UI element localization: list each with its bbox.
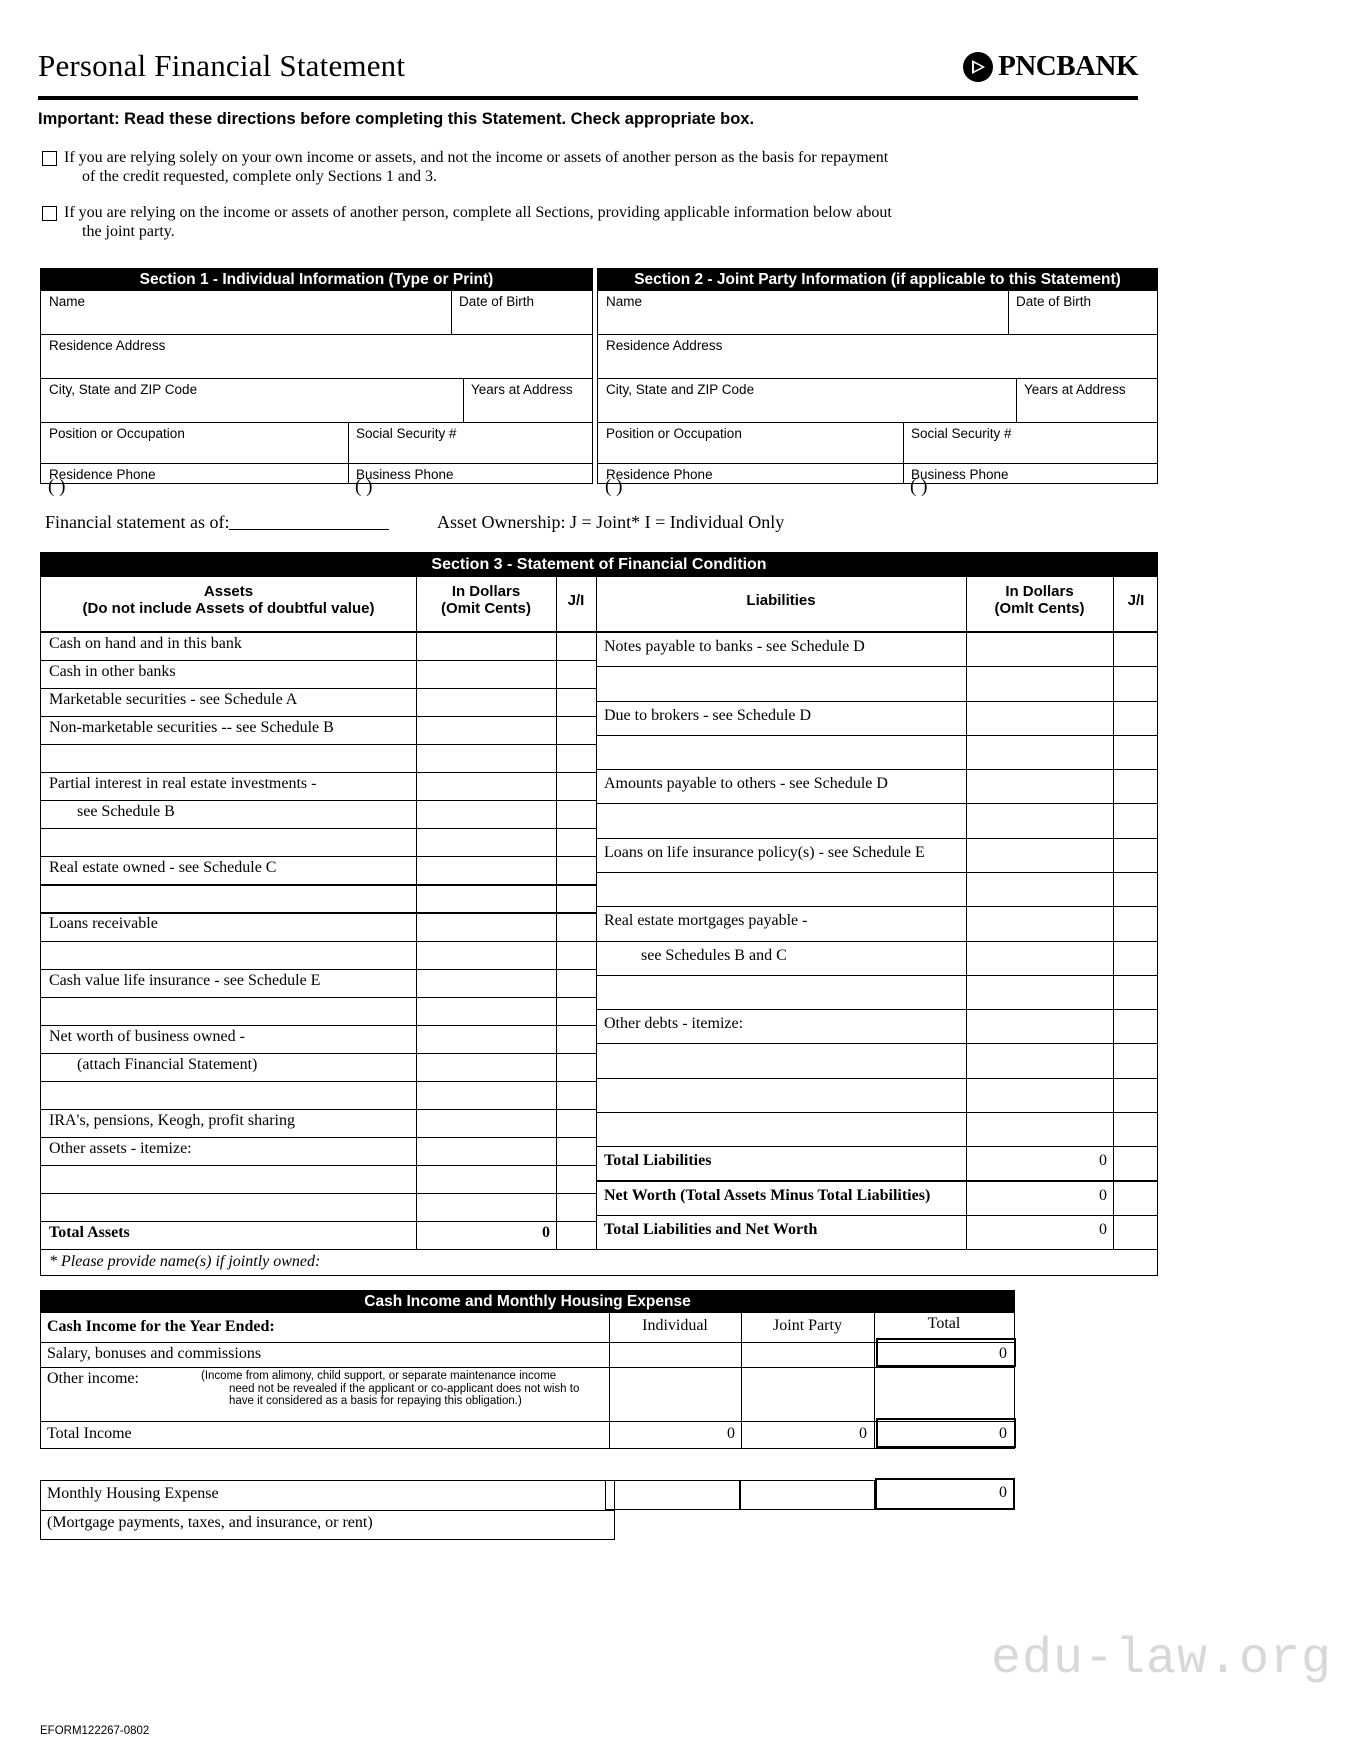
asset-row-label: Marketable securities - see Schedule A bbox=[49, 691, 298, 709]
s2-position-label: Position or Occupation bbox=[606, 426, 742, 441]
asset-row-divider bbox=[41, 1081, 596, 1082]
pnc-triangle-logo-icon bbox=[963, 52, 993, 82]
liability-row-label: Net Worth (Total Assets Minus Total Liabilities) bbox=[604, 1186, 931, 1204]
s1-years-at-address-label: Years at Address bbox=[471, 382, 573, 397]
housing-individual-cell[interactable] bbox=[605, 1480, 740, 1510]
as-of-input[interactable] bbox=[229, 512, 389, 530]
header-rule bbox=[38, 96, 1138, 100]
assets-dollars-column-header: In Dollars (Omit Cents) bbox=[441, 583, 531, 617]
assets-column-header: Assets (Do not include Assets of doubtful value) bbox=[82, 583, 375, 617]
pnc-bank-logo bbox=[963, 50, 1138, 83]
liability-row-divider bbox=[596, 735, 1157, 736]
monthly-housing-sublabel: (Mortgage payments, taxes, and insurance, or rent) bbox=[47, 1514, 373, 1531]
asset-row-divider bbox=[41, 1165, 596, 1166]
asset-row-divider bbox=[41, 1221, 596, 1222]
s1-ssn-label: Social Security # bbox=[356, 426, 457, 441]
option-2-line2: the joint party. bbox=[82, 223, 175, 240]
liability-row-divider bbox=[596, 941, 1157, 942]
liability-row-label: Total Liabilities bbox=[604, 1152, 712, 1170]
housing-joint-cell[interactable] bbox=[740, 1480, 875, 1510]
liability-row-divider bbox=[596, 838, 1157, 839]
liability-row-divider bbox=[596, 906, 1157, 907]
asset-row-divider bbox=[41, 688, 596, 689]
asset-row-label: Cash in other banks bbox=[49, 663, 176, 681]
asset-row-label: Partial interest in real estate investments - bbox=[49, 775, 317, 793]
housing-total-cell[interactable] bbox=[875, 1478, 1015, 1510]
option-2-row[interactable] bbox=[42, 203, 1132, 241]
row-salary-total[interactable]: 0 bbox=[999, 1345, 1007, 1362]
option-1-line1: If you are relying solely on your own income or assets, and not the income or assets of another person as the basis for repayment bbox=[64, 149, 889, 166]
monthly-housing-label: Monthly Housing Expense bbox=[47, 1485, 219, 1502]
liabilities-ji-column-header: J/I bbox=[1127, 592, 1145, 609]
section-2-heading: Section 2 - Joint Party Information (if applicable to this Statement) bbox=[598, 269, 1157, 291]
liability-row-label: see Schedules B and C bbox=[641, 946, 787, 964]
s2-dob-label: Date of Birth bbox=[1016, 294, 1092, 309]
liability-row-label: Total Liabilities and Net Worth bbox=[604, 1220, 818, 1238]
asset-row-divider bbox=[41, 828, 596, 829]
liabilities-dollars-column-header: In Dollars (Omlt Cents) bbox=[994, 583, 1085, 617]
s1-position-label: Position or Occupation bbox=[49, 426, 185, 441]
liability-row-amount[interactable]: 0 bbox=[1099, 1152, 1107, 1170]
s1-residence-phone-input[interactable]: ( ) bbox=[48, 476, 66, 497]
asset-row-label: Real estate owned - see Schedule C bbox=[49, 859, 277, 877]
asset-row-divider bbox=[41, 969, 596, 970]
liability-row-divider bbox=[596, 1112, 1157, 1113]
asset-row-divider bbox=[41, 856, 596, 857]
liability-row-divider bbox=[596, 769, 1157, 770]
s2-city-state-zip-label: City, State and ZIP Code bbox=[606, 382, 755, 397]
asset-row-divider bbox=[41, 1193, 596, 1194]
asset-ownership-legend: Asset Ownership: J = Joint* I = Individual Only bbox=[437, 512, 785, 532]
s2-name-label: Name bbox=[606, 294, 643, 309]
liability-row-divider bbox=[596, 1009, 1157, 1010]
asset-row-label: Total Assets bbox=[49, 1223, 130, 1241]
row-total-income-label: Total Income bbox=[47, 1425, 132, 1442]
s2-business-phone-input[interactable]: ( ) bbox=[910, 476, 928, 497]
asset-row-divider bbox=[41, 716, 596, 717]
assets-ji-column-header: J/I bbox=[567, 592, 585, 609]
total-income-joint[interactable]: 0 bbox=[859, 1425, 867, 1442]
liability-row-label: Real estate mortgages payable - bbox=[604, 912, 808, 930]
page-title: Personal Financial Statement bbox=[38, 48, 406, 83]
s2-residence-address-label: Residence Address bbox=[606, 338, 723, 353]
option-1-line2: of the credit requested, complete only Sections 1 and 3. bbox=[82, 168, 438, 185]
liability-row-divider bbox=[596, 1215, 1157, 1216]
section-3-table bbox=[40, 552, 1158, 1276]
cash-income-year-ended-label: Cash Income for the Year Ended: bbox=[47, 1318, 275, 1335]
s1-residence-address-label: Residence Address bbox=[49, 338, 166, 353]
total-income-total[interactable]: 0 bbox=[999, 1425, 1007, 1442]
eform-id: EFORM122267-0802 bbox=[40, 1725, 150, 1737]
liability-row-label: Notes payable to banks - see Schedule D bbox=[604, 638, 865, 656]
as-of-label: Financial statement as of: bbox=[45, 512, 230, 532]
liability-row-label: Due to brokers - see Schedule D bbox=[604, 706, 812, 724]
total-income-individual[interactable]: 0 bbox=[727, 1425, 735, 1442]
liability-row-divider bbox=[596, 1078, 1157, 1079]
column-total: Total bbox=[927, 1315, 961, 1332]
asset-row-label: Cash value life insurance - see Schedule E bbox=[49, 971, 321, 989]
option-1-row[interactable] bbox=[42, 148, 1132, 186]
total-income-total-box[interactable] bbox=[876, 1418, 1016, 1448]
option-1-checkbox[interactable] bbox=[42, 151, 57, 166]
asset-row-divider bbox=[41, 997, 596, 998]
liability-row-divider bbox=[596, 872, 1157, 873]
salary-total-box[interactable] bbox=[876, 1338, 1016, 1367]
liability-row-divider bbox=[596, 701, 1157, 702]
other-income-detail: (Income from alimony, child support, or separate maintenance income need not be revealed if the applicant or co-applicant does not wish to have it considered as a basis for repaying this obligation.) bbox=[201, 1370, 580, 1407]
liability-row-divider bbox=[596, 975, 1157, 976]
asset-row-divider bbox=[41, 1053, 596, 1054]
important-instruction: Important: Read these directions before completing this Statement. Check appropriate box. bbox=[38, 110, 755, 128]
liability-row-divider bbox=[596, 666, 1157, 667]
s1-residence-phone-label: Residence Phone bbox=[49, 467, 156, 482]
housing-total-value: 0 bbox=[999, 1484, 1007, 1501]
asset-row-divider bbox=[41, 941, 596, 942]
liability-row-divider bbox=[596, 1043, 1157, 1044]
option-2-checkbox[interactable] bbox=[42, 206, 57, 221]
s2-residence-phone-input[interactable]: ( ) bbox=[605, 476, 623, 497]
row-salary-label: Salary, bonuses and commissions bbox=[47, 1345, 262, 1362]
column-individual: Individual bbox=[642, 1317, 708, 1334]
section-3-footnote: * Please provide name(s) if jointly owned: bbox=[49, 1253, 321, 1270]
s1-business-phone-label: Business Phone bbox=[356, 467, 454, 482]
asset-row-label: (attach Financial Statement) bbox=[77, 1055, 258, 1073]
liability-row-label: Loans on life insurance policy(s) - see Schedule E bbox=[604, 843, 925, 861]
asset-row-divider bbox=[41, 660, 596, 661]
asset-row-label: see Schedule B bbox=[77, 803, 175, 821]
cash-income-table bbox=[40, 1290, 1015, 1449]
asset-row-divider bbox=[41, 884, 596, 885]
liabilities-column-header: Liabilities bbox=[746, 592, 816, 609]
liability-row-label: Amounts payable to others - see Schedule D bbox=[604, 775, 888, 793]
asset-row-divider bbox=[41, 800, 596, 801]
s2-years-at-address-label: Years at Address bbox=[1024, 382, 1126, 397]
column-joint-party: Joint Party bbox=[773, 1317, 842, 1334]
s1-city-state-zip-label: City, State and ZIP Code bbox=[49, 382, 198, 397]
asset-row-label: Other assets - itemize: bbox=[49, 1139, 192, 1157]
asset-row-label: Net worth of business owned - bbox=[49, 1027, 245, 1045]
asset-row-divider bbox=[41, 912, 596, 913]
liability-row-label: Other debts - itemize: bbox=[604, 1015, 744, 1033]
monthly-housing-table bbox=[40, 1480, 615, 1540]
section-3-heading: Section 3 - Statement of Financial Condition bbox=[41, 553, 1157, 577]
liability-row-divider bbox=[596, 1146, 1157, 1147]
asset-row-divider bbox=[41, 1137, 596, 1138]
asset-row-label: IRA's, pensions, Keogh, profit sharing bbox=[49, 1111, 295, 1129]
section-1-table bbox=[40, 268, 593, 497]
asset-row-divider bbox=[41, 772, 596, 773]
watermark: edu-law.org bbox=[990, 1631, 1332, 1688]
asset-row-label: Loans receivable bbox=[49, 915, 158, 933]
as-of-row bbox=[45, 512, 389, 533]
liability-row-amount[interactable]: 0 bbox=[1099, 1220, 1107, 1238]
section-2-table bbox=[597, 268, 1158, 497]
section-1-heading: Section 1 - Individual Information (Type or Print) bbox=[41, 269, 592, 291]
asset-row-label: Non-marketable securities -- see Schedule B bbox=[49, 719, 334, 737]
liability-row-divider bbox=[596, 1180, 1157, 1181]
row-other-income-label: Other income: bbox=[47, 1370, 139, 1387]
s2-business-phone-label: Business Phone bbox=[911, 467, 1009, 482]
liability-row-amount[interactable]: 0 bbox=[1099, 1186, 1107, 1204]
s1-business-phone-input[interactable]: ( ) bbox=[355, 476, 373, 497]
asset-row-divider bbox=[41, 744, 596, 745]
asset-row-divider bbox=[41, 1025, 596, 1026]
s2-ssn-label: Social Security # bbox=[911, 426, 1012, 441]
asset-row-label: Cash on hand and in this bank bbox=[49, 635, 242, 653]
s2-residence-phone-label: Residence Phone bbox=[606, 467, 713, 482]
brand-name: PNCBANK bbox=[998, 50, 1138, 82]
cash-income-heading: Cash Income and Monthly Housing Expense bbox=[41, 1291, 1014, 1313]
s1-dob-label: Date of Birth bbox=[459, 294, 535, 309]
asset-row-amount[interactable]: 0 bbox=[542, 1223, 550, 1241]
asset-row-divider bbox=[41, 1109, 596, 1110]
s1-name-label: Name bbox=[49, 294, 86, 309]
liability-row-divider bbox=[596, 803, 1157, 804]
option-2-line1: If you are relying on the income or assets of another person, complete all Sections, providing applicable information below about bbox=[64, 204, 892, 221]
